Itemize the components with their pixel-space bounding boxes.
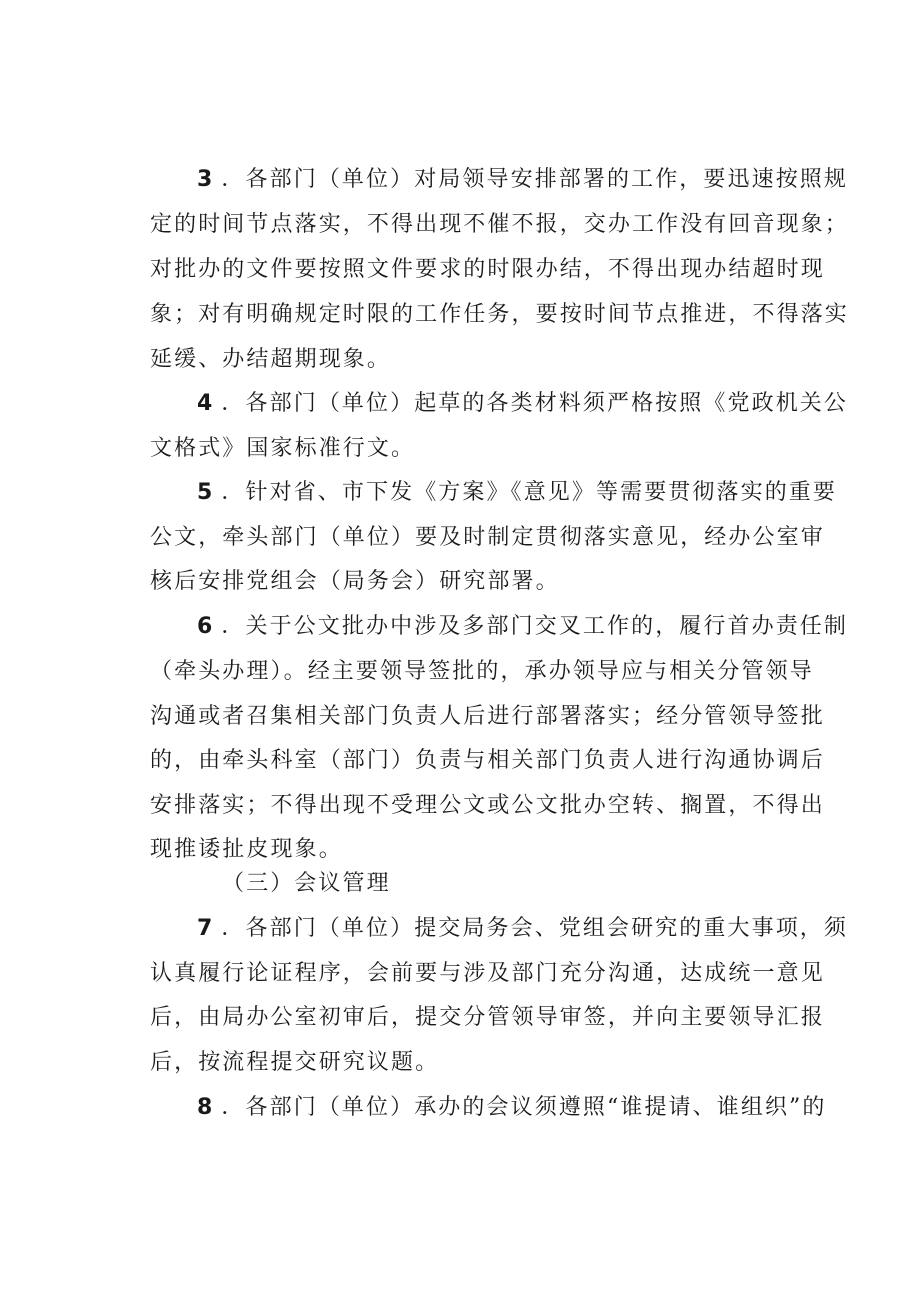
paragraph-5-line-1: 5 ．针对省、市下发《方案》《意见》等需要贯彻落实的重要 bbox=[197, 480, 838, 505]
item-number: 4 bbox=[197, 391, 213, 416]
paragraph-4-line-2: 文格式》国家标准行文。 bbox=[150, 436, 416, 461]
item-number: 8 bbox=[197, 1095, 213, 1120]
paragraph-7-line-4: 后，按流程提交研究议题。 bbox=[150, 1050, 440, 1075]
item-number: 5 bbox=[197, 480, 213, 505]
paragraph-8-line-1: 8 ．各部门（单位）承办的会议须遵照“谁提请、谁组织”的 bbox=[197, 1095, 827, 1120]
paragraph-3-line-5: 延缓、办结超期现象。 bbox=[150, 347, 392, 372]
paragraph-6-line-3: 沟通或者召集相关部门负责人后进行部署落实；经分管领导签批 bbox=[150, 704, 825, 729]
paragraph-7-line-3: 后，由局办公室初审后，提交分管领导审签，并向主要领导汇报 bbox=[150, 1005, 825, 1030]
item-number: 6 bbox=[197, 614, 213, 639]
item-number: 3 bbox=[197, 167, 213, 192]
paragraph-7-line-1: 7 ．各部门（单位）提交局务会、党组会研究的重大事项，须 bbox=[197, 916, 849, 941]
paragraph-3-line-2: 定的时间节点落实，不得出现不催不报，交办工作没有回音现象； bbox=[150, 212, 849, 237]
section-heading: （三）会议管理 bbox=[222, 871, 391, 896]
paragraph-4-line-1: 4 ．各部门（单位）起草的各类材料须严格按照《党政机关公 bbox=[197, 391, 849, 416]
paragraph-3-line-4: 象；对有明确规定时限的工作任务，要按时间节点推进，不得落实 bbox=[150, 302, 849, 327]
paragraph-3-line-3: 对批办的文件要按照文件要求的时限办结，不得出现办结超时现 bbox=[150, 257, 825, 282]
paragraph-6-line-6: 现推诿扯皮现象。 bbox=[150, 837, 343, 862]
paragraph-5-line-2: 公文，牵头部门（单位）要及时制定贯彻落实意见，经办公室审 bbox=[150, 525, 825, 550]
paragraph-6-line-2: （牵头办理）。经主要领导签批的，承办领导应与相关分管领导 bbox=[150, 659, 814, 684]
paragraph-5-line-3: 核后安排党组会（局务会）研究部署。 bbox=[150, 569, 560, 594]
paragraph-7-line-2: 认真履行论证程序，会前要与涉及部门充分沟通，达成统一意见 bbox=[150, 961, 825, 986]
paragraph-6-line-4: 的，由牵头科室（部门）负责与相关部门负责人进行沟通协调后 bbox=[150, 748, 825, 773]
paragraph-6-line-5: 安排落实；不得出现不受理公文或公文批办空转、搁置，不得出 bbox=[150, 793, 825, 818]
item-number: 7 bbox=[197, 916, 213, 941]
paragraph-6-line-1: 6 ．关于公文批办中涉及多部门交叉工作的，履行首办责任制 bbox=[197, 614, 849, 639]
paragraph-3-line-1: 3 ．各部门（单位）对局领导安排部署的工作，要迅速按照规 bbox=[197, 167, 849, 192]
